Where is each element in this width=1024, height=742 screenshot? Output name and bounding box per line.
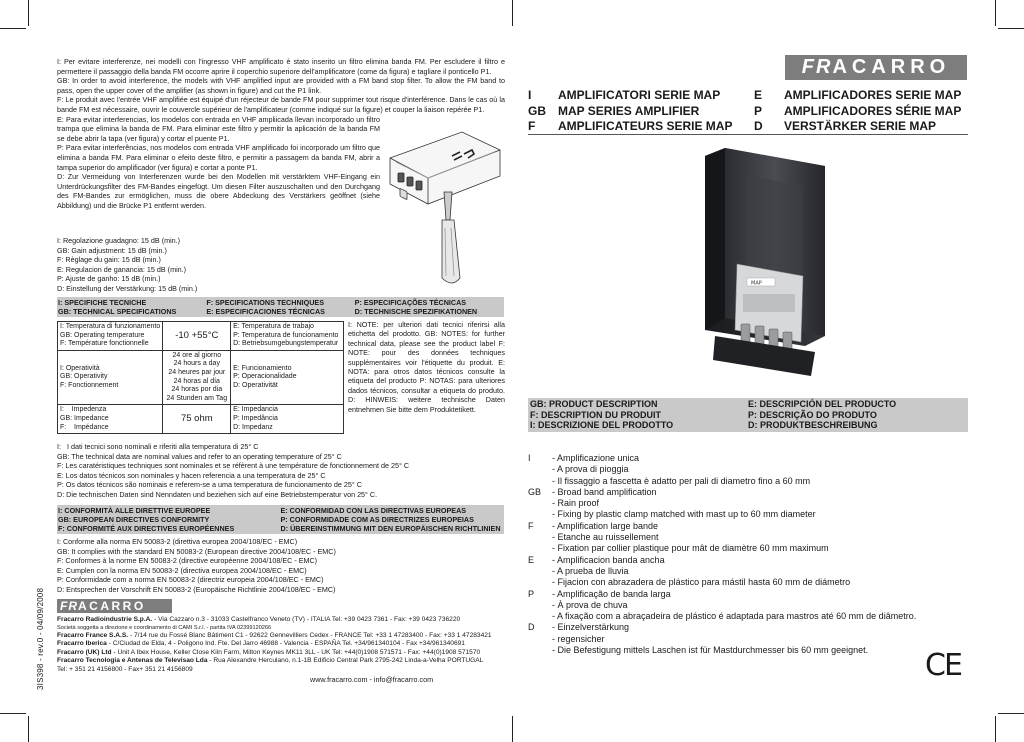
language-code: E	[528, 554, 535, 565]
feature-item: - A fixação com a abraçadeira de plástico é adaptada para mastros até 60 mm de diâmetro.	[552, 611, 917, 622]
feature-group	[528, 487, 968, 521]
spec-label: E: Temperatura de trabajo	[233, 323, 314, 330]
operativity-line: 24 horas por dia	[171, 386, 223, 394]
header-text: D: ÜBEREINSTIMMUNG MIT DEN EUROPÄISCHEN RICHTLINIEN	[280, 524, 501, 533]
company-address: - Rua Alexandre Herculano, n.1-1B Edificio Central Park 2795-242 Linda-a-Velha PORTUGAL	[207, 657, 484, 665]
spec-label-cell	[231, 405, 344, 434]
feature-item: - Broad band amplification	[552, 486, 657, 497]
technical-notes: I: NOTE: per ulteriori dati tecnici riferirsi alla etichetta del prodotto. GB: NOTES: for further technical data, please see the product label F: NOTE: pour des données techniques supplémentaires voir l'étiquette du produit. E: NOTA: para otros datos técnicos consulte la etiqueta del producto P: NOTAS: para ulteriores dados técnicos, consultar a etiqueta do produto. D: HINWEIS: weitere technische Daten entnehmen Sie bitte dem Produktetikett.	[348, 320, 505, 414]
spec-label: GB: Operativity	[60, 373, 108, 381]
feature-item: - Einzelverstärkung	[552, 622, 630, 633]
intro-paragraph: GB: In order to avoid interference, the models with VHF amplified input are provided with a FM band stop filter. To allow the FM band to pass, open the upper cover of the amplifier (as shown in figure) and cut the P1 link.	[57, 76, 505, 95]
spec-label: F: Fonctionnement	[60, 381, 119, 389]
conformity-statement	[57, 537, 504, 595]
header-text: D: TECHNISCHE SPEZIFIKATIONEN	[354, 307, 478, 316]
title-row	[528, 88, 968, 104]
intro-paragraph: P: Para evitar interferências, nos modelos com entrada VHF amplificado foi incorporado um filtro que elimina a banda FM. Para eliminar o efeito deste filtro, e permitir a passagem da banda FM, abrir a tampa superior do amplificador (ver figura) e cortar a ponte P1.	[57, 143, 380, 172]
company-address: - Via Cazzaro n.3 - 31033 Castelfranco Veneto (TV) - ITALIA Tel: +39 0423 7361 - Fax: +39 0423 736220	[152, 616, 461, 623]
gain-line: GB: Gain adjustment: 15 dB (min.)	[57, 245, 167, 255]
website-link[interactable]: www.fracarro.com - info@fracarro.com	[310, 675, 434, 684]
logo-text: ACARRO	[78, 599, 146, 613]
intro-paragraph: I: Per evitare interferenze, nei modelli con l'ingresso VHF amplificato è stato inserito un filtro elimina banda FM. Per escludere il filtro e permettere il passaggio della banda FM occorre aprire il coperchio superiore dell'amplificatore (come da figura) e tagliare il ponticello P1.	[57, 57, 505, 76]
header-text: P: ESPECIFICAÇÕES TÉCNICAS	[354, 298, 467, 307]
operativity-line: 24 Stunden am Tag	[166, 394, 228, 402]
impedance-value: 75 ohm	[163, 405, 231, 434]
feature-item: - À prova de chuva	[552, 599, 628, 610]
operativity-line: 24 hours a day	[173, 360, 220, 368]
language-code: I	[528, 88, 532, 102]
feature-item: - Il fissaggio a fascetta è adatto per pali di diametro fino a 60 mm	[552, 475, 811, 486]
conformity-header	[57, 505, 504, 534]
specifications-table	[57, 321, 344, 434]
feature-item: - A prova di pioggia	[552, 464, 629, 475]
spec-label-cell	[58, 350, 163, 405]
operativity-value	[163, 350, 231, 405]
feature-item: - Amplificação de banda larga	[552, 588, 671, 599]
language-code: I	[528, 453, 531, 463]
fracarro-logo-footer	[57, 599, 172, 613]
spec-label-cell	[231, 350, 344, 405]
conformity-line: F: Conformes à la norme EN 50083-2 (directive européenne 2004/108/EC - EMC)	[57, 556, 318, 566]
conformity-line: E: Cumplen con la norma EN 50083-2 (directiva europea 2004/108/EC - EMC)	[57, 565, 307, 575]
spec-label: F: Impédance	[60, 423, 109, 431]
header-text: GB: TECHNICAL SPECIFICATIONS	[58, 307, 177, 316]
header-text: E: ESPECIFICACIONES TÉCNICAS	[206, 307, 325, 316]
language-code: D	[528, 622, 535, 633]
language-code: P	[754, 103, 763, 118]
feature-item: - Etanche au ruissellement	[552, 532, 659, 543]
nominal-data-statement	[57, 442, 504, 500]
ce-mark-icon: CE	[925, 648, 961, 683]
company-name: Fracarro Radioindustrie S.p.A.	[57, 616, 153, 623]
header-text: F: SPECIFICATIONS TECHNIQUES	[206, 298, 324, 307]
logo-text: ACARRO	[832, 56, 951, 78]
header-text: GB: PRODUCT DESCRIPTION	[530, 399, 658, 409]
conformity-line: GB: It complies with the standard EN 50083-2 (European directive 2004/108/EC - EMC)	[57, 546, 336, 556]
product-title: AMPLIFICATORI SERIE MAP	[558, 88, 721, 102]
company-line	[57, 657, 507, 666]
product-description-header	[528, 398, 968, 432]
spec-label: I: Operatività	[60, 364, 100, 372]
crop-mark	[512, 0, 513, 26]
company-name: Fracarro (UK) Ltd	[57, 648, 112, 656]
crop-mark	[998, 713, 1024, 714]
title-row	[528, 119, 968, 135]
feature-group	[528, 453, 968, 487]
nominal-line: P: Os datos técnicos são nominais e referem-se a uma temperatura de funcionamento de 25° C	[57, 480, 362, 490]
technical-specifications-header	[57, 297, 504, 317]
company-line	[57, 616, 507, 625]
title-divider	[528, 134, 968, 135]
company-line: Società soggetta a direzione e coordinamento di CAMI S.r.l. - partita IVA 02399120266	[57, 624, 272, 631]
logo-text: FR	[801, 56, 833, 78]
feature-item: - Rain proof	[552, 498, 600, 509]
gain-line: E: Regulacion de ganancia: 15 dB (min.)	[57, 264, 187, 274]
company-name: Fracarro Iberica	[57, 640, 107, 648]
crop-mark	[28, 716, 29, 742]
spec-label-cell	[231, 322, 344, 351]
crop-mark	[998, 28, 1024, 29]
company-address: - Unit A Ibex House, Keller Close Kiln Farm, Milton Keynes MK11 3LL - UK Tel: +44(0)1908 571571 - Fax: +44(0)1908 571570	[111, 648, 481, 656]
language-code: F	[528, 119, 536, 133]
company-name: Fracarro France S.A.S.	[57, 631, 129, 639]
intro-paragraph: E: Para evitar interferencias, los modelos con entrada en VHF ampliicada llevan incorporado un filtro trampa que elimina la banda de FM. Para eliminar este filtro y permitir la aplicación de la banda FM se debe abrir la tapa (ver figura) y cortar el puente P1.	[57, 114, 380, 143]
spec-label: P: Operacionalidade	[233, 373, 297, 381]
header-text: GB: EUROPEAN DIRECTIVES CONFORMITY	[58, 515, 210, 524]
conformity-line: I: Conforme alla norma EN 50083-2 (direttiva europea 2004/108/EC - EMC)	[57, 537, 298, 546]
nominal-line: F: Les caratéristiques techniques sont nominales et se réfèrent à une température de fonctionnement de 25° C	[57, 461, 410, 471]
feature-group	[528, 555, 968, 589]
gain-line: D: Einstellung der Verstärkung: 15 dB (min.)	[57, 283, 198, 293]
crop-mark	[28, 0, 29, 26]
spec-label: E: Impedancia	[233, 406, 278, 414]
language-code: F	[528, 520, 534, 531]
table-row	[58, 322, 344, 351]
language-code: E	[754, 88, 763, 102]
fracarro-logo	[785, 55, 967, 80]
company-name: Fracarro Tecnologia e Antenas de Televisao Lda	[57, 657, 208, 665]
company-line: Tel: + 351 21 4156800 - Fax+ 351 21 4156809	[57, 665, 193, 673]
nominal-line: I: I dati tecnici sono nominali e riferiti alla temperatura di 25° C	[57, 442, 259, 451]
spec-label: P: Temperatura de funcionamento	[233, 331, 339, 339]
spec-label: D: Impedanz	[233, 423, 273, 431]
product-title: VERSTÄRKER SERIE MAP	[784, 119, 937, 133]
product-title: AMPLIFICADORES SERIE MAP	[784, 88, 962, 102]
conformity-line: D: Entsprechen der Vorschrift EN 50083-2 (Europäische Richtlinie 2004/108/EC - EMC)	[57, 584, 336, 594]
product-title: MAP SERIES AMPLIFIER	[558, 103, 700, 118]
language-code: D	[754, 119, 763, 133]
feature-item: - Fixation par collier plastique pour mât de diamètre 60 mm maximum	[552, 543, 829, 554]
gain-line: F: Règlage du gain: 15 dB (min.)	[57, 255, 161, 265]
intro-paragraph: F: Le produit avec l'entrée VHF amplifiée est équipé d'un réjecteur de bande FM pour supprimer tout risque d'interférence. Dans le cas où la bande FM est nécessaire, ouvrir le couvercle supérieur de l'amplificateur (comme indiqué sur la figure) et couper la liaison repérée P1.	[57, 95, 505, 114]
feature-item: - Amplification large bande	[552, 520, 659, 531]
header-text: F: DESCRIPTION DU PRODUIT	[530, 409, 662, 420]
spec-label-cell	[58, 405, 163, 434]
product-titles	[528, 88, 968, 135]
company-line	[57, 632, 507, 641]
screwdriver-drawing	[442, 192, 460, 283]
language-code: GB	[528, 486, 542, 497]
conformity-line: P: Conformidade com a norma EN 50083-2 (directriz europeia 2004/108/EC - EMC)	[57, 575, 324, 585]
gain-line: I: Regolazione guadagno: 15 dB (min.)	[57, 236, 181, 245]
feature-group	[528, 521, 968, 555]
table-row	[58, 405, 344, 434]
header-text: P: DESCRIÇÃO DO PRODUTO	[748, 409, 877, 420]
operativity-line: 24 heures par jour	[168, 368, 226, 376]
feature-item: - Fixing by plastic clamp matched with mast up to 60 mm diameter	[552, 509, 816, 520]
gain-line: P: Ajuste de ganho: 15 dB (min.)	[57, 274, 161, 284]
header-text: D: PRODUKTBESCHREIBUNG	[748, 420, 878, 430]
company-addresses	[57, 616, 507, 675]
spec-label: E: Funcionamiento	[233, 364, 292, 372]
document-revision: 3IS398 - rev.0 - 04/09/2008	[36, 587, 45, 690]
feature-item: - regensicher	[552, 633, 605, 644]
company-address: - 7/14 rue du Fossé Blanc Bâtiment C1 - 92622 Gennevilliers Cedex - FRANCE Tel: +33 1 47283400 - Fax: +33 1 47283421	[128, 631, 492, 639]
nominal-line: E: Los datos técnicos son nominales y hacen referencia a una temperatura de 25° C	[57, 470, 326, 480]
spec-label: I: Temperatura di funzionamento	[60, 323, 161, 330]
header-text: P: CONFORMIDADE COM AS DIRECTRIZES EUROPEIAS	[280, 515, 474, 524]
header-text: I: CONFORMITÀ ALLE DIRETTIVE EUROPEE	[58, 506, 211, 515]
nominal-line: D: Die technischen Daten sind Nenndaten und beziehen sich auf eine Betriebstemperatur von 25° C.	[57, 489, 378, 499]
cover-opening-illustration	[382, 128, 507, 293]
crop-mark	[995, 0, 996, 26]
operativity-line: 24 ore al giorno	[172, 351, 222, 359]
amplifier-product-photo	[685, 146, 845, 382]
header-text: F: CONFORMITÉ AUX DIRECTIVES EUROPÉENNES	[58, 524, 235, 533]
feature-item: - Die Befestigung mittels Laschen ist für Mastdurchmesser bis 60 mm geeignet.	[552, 645, 869, 656]
intro-paragraph: D: Zur Vermeidung von Interferenzen wurde bei den Modellen mit verstärktem VHF-Eingang ein Unterdrückungsfilter des FM-Bandes eingefügt. Um diesen Filter auszuschalten und den Durchgang des FM-Bandes zur ermöglichen, muss die obere Abdeckung des Verstärkers geöffnet (siehe Abbildung) und die Brücke P1 entfernt werden.	[57, 172, 380, 210]
company-line	[57, 649, 507, 658]
spec-label-cell	[58, 322, 163, 351]
operating-temperature-value: -10 +55°C	[163, 322, 231, 351]
table-row	[58, 350, 344, 405]
feature-item: - Amplificacion banda ancha	[552, 554, 665, 565]
feature-item: - Amplificazione unica	[552, 453, 640, 463]
spec-label: GB: Operating temperature	[60, 331, 145, 339]
operativity-line: 24 horas al día	[173, 377, 220, 385]
gain-adjustment	[57, 236, 357, 294]
crop-mark	[0, 28, 26, 29]
crop-mark	[0, 713, 26, 714]
nominal-line: GB: The technical data are nominal values and refer to an operating temperature of 25° C	[57, 451, 342, 461]
feature-item: - A prueba de lluvia	[552, 565, 629, 576]
feature-item: - Fijacion con abrazadera de plástico para mástil hasta 60 mm de diámetro	[552, 577, 851, 588]
spec-label: GB: Impedance	[60, 414, 109, 422]
company-line	[57, 640, 507, 649]
header-text: E: CONFORMIDAD CON LAS DIRECTIVAS EUROPEAS	[280, 506, 467, 515]
title-row	[528, 104, 968, 120]
product-label-text: MAP	[751, 280, 762, 287]
logo-text: FR	[60, 599, 78, 613]
language-code: P	[528, 588, 535, 599]
product-title: AMPLIFICADORES SÉRIE MAP	[784, 103, 962, 118]
header-text: E: DESCRIPCIÓN DEL PRODUCTO	[748, 399, 897, 409]
product-features	[528, 453, 968, 656]
company-address: - C/Ciudad de Elda, 4 - Poligono Ind. Fte. Del Jarro 46988 - Valencia - ESPAÑA Tel. +34/961340104 - Fax +34/961340691	[106, 640, 465, 648]
spec-label: P: Impedância	[233, 414, 278, 422]
crop-mark	[512, 716, 513, 742]
language-code: GB	[528, 103, 546, 118]
product-title: AMPLIFICATEURS SERIE MAP	[558, 119, 733, 133]
header-text: I: DESCRIZIONE DEL PRODOTTO	[530, 420, 674, 430]
feature-group	[528, 622, 968, 656]
spec-label: F: Température fonctionnelle	[60, 340, 149, 348]
header-text: I: SPECIFICHE TECNICHE	[58, 298, 147, 307]
spec-label: D: Operativität	[233, 381, 278, 389]
feature-group	[528, 589, 968, 623]
crop-mark	[995, 716, 996, 742]
spec-label: I: Impedenza	[60, 406, 107, 414]
spec-label: D: Betriebsumgebungstemperatur	[233, 340, 339, 348]
